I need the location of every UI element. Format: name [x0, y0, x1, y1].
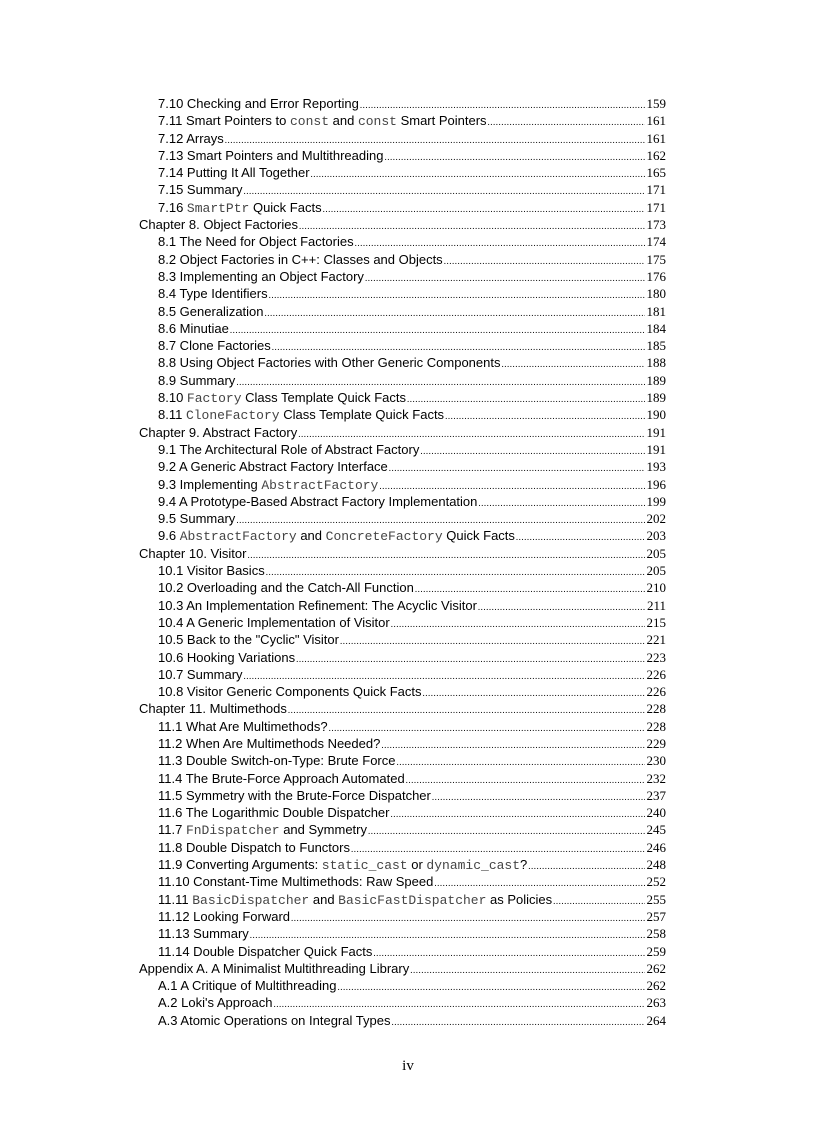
- title-text: 7.11 Smart Pointers to: [158, 113, 290, 129]
- dot-leader: [230, 322, 645, 339]
- dot-leader: [368, 823, 645, 840]
- toc-entry-title: [158, 821, 367, 839]
- toc-entry-title: [158, 251, 443, 268]
- title-text: Chapter 9. Abstract Factory: [139, 424, 298, 440]
- title-text: 9.3 Implementing: [158, 476, 262, 492]
- code-term: CloneFactory: [185, 408, 280, 424]
- toc-section-entry[interactable]: [139, 925, 666, 942]
- title-text: 11.14 Double Dispatcher Quick Facts: [158, 943, 373, 959]
- toc-section-entry[interactable]: [139, 233, 666, 250]
- toc-section-entry[interactable]: [139, 510, 666, 527]
- toc-page-number: 191: [646, 441, 666, 457]
- toc-entry-title: [158, 354, 500, 371]
- toc-page-number: 184: [646, 320, 666, 336]
- toc-entry-title: [158, 752, 396, 769]
- toc-section-entry[interactable]: [139, 787, 666, 804]
- title-text: 10.8 Visitor Generic Components Quick Facts: [158, 684, 422, 700]
- title-text: 10.3 An Implementation Refinement: The Acyclic Visitor: [158, 597, 477, 613]
- code-term: BasicDispatcher: [192, 892, 310, 908]
- toc-chapter-entry[interactable]: [139, 424, 666, 441]
- toc-entry-title: [158, 303, 264, 320]
- toc-entry-title: [158, 562, 265, 579]
- title-text: 8.9 Summary: [158, 372, 236, 388]
- toc-page-number: 262: [646, 978, 666, 994]
- code-term: const: [357, 114, 397, 130]
- toc-section-entry[interactable]: [139, 891, 666, 908]
- toc-entry-title: [139, 960, 409, 977]
- toc-page-number: 181: [646, 303, 666, 319]
- dot-leader: [296, 651, 645, 668]
- toc-section-entry[interactable]: [139, 1012, 666, 1029]
- toc-section-entry[interactable]: [139, 95, 666, 112]
- toc-page-number: 180: [646, 286, 666, 302]
- dot-leader: [478, 495, 645, 512]
- toc-section-entry[interactable]: [139, 804, 666, 821]
- toc-page-number: 230: [646, 753, 666, 769]
- toc-page-number: 211: [646, 597, 666, 613]
- title-text: 11.13 Summary: [158, 926, 249, 942]
- toc-section-entry[interactable]: [139, 735, 666, 752]
- dot-leader: [553, 893, 645, 910]
- dot-leader: [478, 599, 645, 616]
- toc-entry-title: [158, 649, 295, 666]
- dot-leader: [397, 754, 646, 771]
- toc-section-entry[interactable]: [139, 597, 666, 614]
- title-text: 11.7: [158, 822, 186, 838]
- title-text: and Symmetry: [279, 822, 367, 838]
- dot-leader: [391, 616, 645, 633]
- title-text: 10.5 Back to the "Cyclic" Visitor: [158, 632, 339, 648]
- title-text: Quick Facts: [442, 528, 515, 544]
- toc-section-entry[interactable]: [139, 839, 666, 856]
- toc-section-entry[interactable]: [139, 666, 666, 683]
- toc-entry-title: [158, 285, 268, 302]
- toc-section-entry[interactable]: [139, 199, 666, 216]
- title-text: 11.5 Symmetry with the Brute-Force Dispatcher: [158, 787, 431, 803]
- toc-entry-title: [158, 112, 487, 130]
- toc-section-entry[interactable]: [139, 406, 666, 423]
- title-text: 11.12 Looking Forward: [158, 908, 291, 924]
- toc-entry-title: [158, 666, 243, 683]
- toc-page-number: 210: [646, 580, 666, 596]
- toc-section-entry[interactable]: [139, 579, 666, 596]
- toc-entry-title: [158, 527, 515, 545]
- toc-page-number: 226: [646, 684, 666, 700]
- toc-page-number: 263: [646, 995, 666, 1011]
- title-text: 11.2 When Are Multimethods Needed?: [158, 735, 381, 751]
- toc-page-number: 199: [646, 493, 666, 509]
- toc-section-entry[interactable]: [139, 476, 666, 493]
- toc-section-entry[interactable]: [139, 493, 666, 510]
- toc-page-number: 162: [646, 147, 666, 163]
- title-text: 11.9 Converting Arguments:: [158, 857, 322, 873]
- toc-page-number: 232: [646, 770, 666, 786]
- toc-entry-title: [158, 873, 433, 890]
- toc-entry-title: [158, 787, 431, 804]
- toc-section-entry[interactable]: [139, 718, 666, 735]
- toc-page-number: 221: [646, 632, 666, 648]
- dot-leader: [265, 305, 645, 322]
- title-text: 8.2 Object Factories in C++: Classes and Objects: [158, 251, 443, 267]
- toc-section-entry[interactable]: [139, 389, 666, 406]
- toc-entry-title: [158, 458, 388, 475]
- toc-chapter-entry[interactable]: [139, 216, 666, 233]
- toc-entry-title: [158, 839, 350, 856]
- dot-leader: [444, 253, 645, 270]
- toc-entry-title: [158, 147, 383, 164]
- dot-leader: [390, 806, 645, 823]
- toc-page-number: 191: [646, 424, 666, 440]
- title-text: ?: [520, 857, 528, 873]
- toc-page-number: 203: [646, 528, 666, 544]
- toc-entry-title: [158, 493, 477, 510]
- toc-page-number: 188: [646, 355, 666, 371]
- toc-section-entry[interactable]: [139, 977, 666, 994]
- toc-section-entry[interactable]: [139, 130, 666, 147]
- dot-leader: [291, 910, 645, 927]
- toc-section-entry[interactable]: [139, 631, 666, 648]
- title-text: Quick Facts: [249, 199, 322, 215]
- toc-entry-title: [158, 233, 354, 250]
- dot-leader: [501, 356, 645, 373]
- toc-page-number: 171: [646, 182, 666, 198]
- title-text: Chapter 11. Multimethods: [139, 701, 287, 717]
- toc-section-entry[interactable]: [139, 441, 666, 458]
- toc-entry-title: [158, 181, 243, 198]
- toc-entry-title: [158, 614, 390, 631]
- dot-leader: [528, 858, 645, 875]
- dot-leader: [488, 114, 645, 131]
- toc-page-number: 161: [646, 130, 666, 146]
- title-text: Appendix A. A Minimalist Multithreading Library: [139, 960, 410, 976]
- toc-section-entry[interactable]: [139, 354, 666, 371]
- code-term: const: [290, 114, 330, 130]
- title-text: 7.15 Summary: [158, 182, 243, 198]
- toc-entry-title: [158, 925, 249, 942]
- toc-entry-title: [158, 579, 414, 596]
- toc-section-entry[interactable]: [139, 856, 666, 873]
- toc-entry-title: [158, 1012, 390, 1029]
- dot-leader: [420, 443, 645, 460]
- code-term: dynamic_cast: [426, 858, 521, 874]
- toc-entry-title: [158, 95, 359, 112]
- toc-page-number: 255: [646, 891, 666, 907]
- dot-leader: [432, 789, 645, 806]
- title-text: 11.8 Double Dispatch to Functors: [158, 839, 350, 855]
- title-text: 8.7 Clone Factories: [158, 338, 271, 354]
- toc-section-entry[interactable]: [139, 303, 666, 320]
- toc-entry-title: [158, 476, 378, 494]
- title-text: 7.13 Smart Pointers and Multithreading: [158, 147, 384, 163]
- code-term: FnDispatcher: [185, 823, 280, 839]
- toc-page-number: 248: [646, 857, 666, 873]
- toc-entry-title: [139, 700, 287, 717]
- toc-chapter-entry[interactable]: [139, 700, 666, 717]
- code-term: ConcreteFactory: [325, 529, 443, 545]
- title-text: 8.4 Type Identifiers: [158, 286, 268, 302]
- toc-page-number: 189: [646, 372, 666, 388]
- toc-section-entry[interactable]: [139, 320, 666, 337]
- toc-entry-title: [158, 735, 380, 752]
- toc-section-entry[interactable]: [139, 873, 666, 890]
- toc-entry-title: [139, 545, 246, 562]
- toc-entry-title: [158, 718, 328, 735]
- toc-section-entry[interactable]: [139, 943, 666, 960]
- toc-page-number: 223: [646, 649, 666, 665]
- dot-leader: [516, 529, 645, 546]
- title-text: 9.2 A Generic Abstract Factory Interface: [158, 459, 388, 475]
- title-text: 7.12 Arrays: [158, 130, 224, 146]
- toc-section-entry[interactable]: [139, 181, 666, 198]
- toc-page-number: 165: [646, 165, 666, 181]
- title-text: as Policies: [486, 891, 553, 907]
- title-text: 7.16: [158, 199, 187, 215]
- toc-entry-title: [158, 856, 527, 874]
- toc-entry-title: [158, 164, 310, 181]
- title-text: 10.4 A Generic Implementation of Visitor: [158, 614, 390, 630]
- toc-section-entry[interactable]: [139, 562, 666, 579]
- table-of-contents: [139, 95, 666, 1029]
- title-text: 7.14 Putting It All Together: [158, 165, 310, 181]
- toc-page-number: 174: [646, 234, 666, 250]
- code-term: AbstractFactory: [261, 477, 379, 493]
- toc-page-number: 196: [646, 476, 666, 492]
- toc-entry-title: [158, 804, 389, 821]
- title-text: Smart Pointers: [396, 113, 487, 129]
- title-text: 11.6 The Logarithmic Double Dispatcher: [158, 805, 390, 821]
- dot-leader: [406, 772, 645, 789]
- title-text: 8.3 Implementing an Object Factory: [158, 268, 364, 284]
- title-text: 11.3 Double Switch-on-Type: Brute Force: [158, 753, 396, 769]
- toc-page-number: 185: [646, 338, 666, 354]
- toc-entry-title: [139, 424, 297, 441]
- toc-section-entry[interactable]: [139, 285, 666, 302]
- title-text: 10.2 Overloading and the Catch-All Function: [158, 580, 414, 596]
- toc-entry-title: [158, 268, 364, 285]
- title-text: and: [296, 528, 326, 544]
- toc-section-entry[interactable]: [139, 372, 666, 389]
- toc-entry-title: [158, 320, 229, 337]
- dot-leader: [247, 547, 645, 564]
- toc-entry-title: [158, 908, 290, 925]
- toc-entry-title: [158, 597, 477, 614]
- toc-page-number: 264: [646, 1012, 666, 1028]
- toc-section-entry[interactable]: [139, 251, 666, 268]
- toc-entry-title: [158, 372, 235, 389]
- toc-chapter-entry[interactable]: [139, 960, 666, 977]
- toc-page-number: 171: [646, 199, 666, 215]
- title-text: Class Template Quick Facts: [241, 390, 407, 406]
- toc-page-number: 226: [646, 666, 666, 682]
- toc-entry-title: [158, 337, 271, 354]
- title-text: 11.1 What Are Multimethods?: [158, 718, 328, 734]
- toc-page-number: 176: [646, 268, 666, 284]
- toc-page-number: 189: [646, 390, 666, 406]
- toc-page-number: 173: [646, 217, 666, 233]
- toc-entry-title: [158, 510, 235, 527]
- toc-entry-title: [139, 216, 298, 233]
- code-term: BasicFastDispatcher: [338, 892, 487, 908]
- toc-page-number: 237: [646, 787, 666, 803]
- title-text: Chapter 10. Visitor: [139, 545, 247, 561]
- toc-page-number: 202: [646, 511, 666, 527]
- toc-entry-title: [158, 683, 422, 700]
- toc-page-number: 257: [646, 908, 666, 924]
- toc-entry-title: [158, 389, 406, 407]
- page-number: iv: [402, 1058, 414, 1074]
- dot-leader: [288, 702, 645, 719]
- dot-leader: [381, 737, 645, 754]
- toc-entry-title: [158, 631, 339, 648]
- toc-page-number: 215: [646, 614, 666, 630]
- title-text: A.2 Loki's Approach: [158, 995, 273, 1011]
- toc-entry-title: [158, 199, 322, 217]
- dot-leader: [340, 633, 645, 650]
- toc-section-entry[interactable]: [139, 821, 666, 838]
- title-text: and: [309, 891, 339, 907]
- code-term: static_cast: [321, 858, 408, 874]
- toc-page-number: 228: [646, 701, 666, 717]
- dot-leader: [323, 201, 645, 218]
- dot-leader: [365, 270, 645, 287]
- toc-page-number: 161: [646, 113, 666, 129]
- toc-page-number: 228: [646, 718, 666, 734]
- title-text: 11.4 The Brute-Force Approach Automated: [158, 770, 405, 786]
- title-text: 8.10: [158, 390, 187, 406]
- title-text: 9.5 Summary: [158, 511, 236, 527]
- dot-leader: [423, 685, 646, 702]
- title-text: 8.5 Generalization: [158, 303, 264, 319]
- toc-section-entry[interactable]: [139, 112, 666, 129]
- title-text: 10.1 Visitor Basics: [158, 563, 265, 579]
- toc-section-entry[interactable]: [139, 337, 666, 354]
- dot-leader: [391, 1014, 645, 1031]
- title-text: 10.6 Hooking Variations: [158, 649, 296, 665]
- title-text: 10.7 Summary: [158, 666, 243, 682]
- title-text: 8.11: [158, 407, 186, 423]
- toc-section-entry[interactable]: [139, 527, 666, 544]
- dot-leader: [373, 945, 645, 962]
- toc-section-entry[interactable]: [139, 649, 666, 666]
- toc-section-entry[interactable]: [139, 908, 666, 925]
- toc-section-entry[interactable]: [139, 268, 666, 285]
- title-text: A.1 A Critique of Multithreading: [158, 978, 337, 994]
- toc-page-number: 245: [646, 822, 666, 838]
- code-term: Factory: [186, 391, 242, 407]
- toc-section-entry[interactable]: [139, 994, 666, 1011]
- toc-page-number: 175: [646, 251, 666, 267]
- toc-page-number: 252: [646, 874, 666, 890]
- title-text: 7.10 Checking and Error Reporting: [158, 96, 359, 111]
- toc-section-entry[interactable]: [139, 614, 666, 631]
- toc-page-number: 246: [646, 839, 666, 855]
- title-text: 9.1 The Architectural Role of Abstract Factory: [158, 441, 420, 457]
- title-text: 11.11: [158, 891, 193, 907]
- toc-entry-title: [158, 406, 444, 424]
- title-text: A.3 Atomic Operations on Integral Types: [158, 1012, 391, 1028]
- toc-page-number: 262: [646, 960, 666, 976]
- toc-section-entry[interactable]: [139, 683, 666, 700]
- dot-leader: [338, 979, 646, 996]
- title-text: 11.10 Constant-Time Multimethods: Raw Speed: [158, 874, 434, 890]
- title-text: 8.6 Minutiae: [158, 320, 229, 336]
- toc-page-number: 259: [646, 943, 666, 959]
- title-text: 8.8 Using Object Factories with Other Generic Components: [158, 355, 501, 371]
- toc-page-number: 159: [646, 96, 666, 111]
- toc-entry-title: [158, 943, 372, 960]
- toc-entry-title: [158, 441, 419, 458]
- code-term: AbstractFactory: [179, 529, 297, 545]
- toc-section-entry[interactable]: [139, 752, 666, 769]
- title-text: and: [329, 113, 358, 129]
- title-text: Chapter 8. Object Factories: [139, 217, 298, 233]
- title-text: 9.4 A Prototype-Based Abstract Factory Implementation: [158, 493, 478, 509]
- toc-section-entry[interactable]: [139, 458, 666, 475]
- toc-page-number: 205: [646, 545, 666, 561]
- dot-leader: [389, 460, 645, 477]
- toc-page-number: 240: [646, 805, 666, 821]
- toc-section-entry[interactable]: [139, 770, 666, 787]
- toc-page-number: 193: [646, 459, 666, 475]
- dot-leader: [311, 166, 645, 183]
- title-text: 8.1 The Need for Object Factories: [158, 234, 354, 250]
- toc-page-number: 229: [646, 735, 666, 751]
- title-text: or: [407, 857, 427, 873]
- toc-section-entry[interactable]: [139, 164, 666, 181]
- toc-entry-title: [158, 977, 337, 994]
- toc-page-number: 205: [646, 563, 666, 579]
- dot-leader: [410, 962, 645, 979]
- dot-leader: [269, 287, 645, 304]
- toc-page-number: 258: [646, 926, 666, 942]
- toc-entry-title: [158, 891, 552, 909]
- toc-entry-title: [158, 770, 405, 787]
- toc-entry-title: [158, 994, 273, 1011]
- dot-leader: [445, 408, 645, 425]
- toc-page-number: 190: [646, 407, 666, 423]
- title-text: Class Template Quick Facts: [279, 407, 445, 423]
- code-term: SmartPtr: [186, 200, 250, 216]
- toc-entry-title: [158, 130, 224, 147]
- dot-leader: [384, 149, 645, 166]
- title-text: 9.6: [158, 528, 180, 544]
- toc-section-entry[interactable]: [139, 147, 666, 164]
- toc-chapter-entry[interactable]: [139, 545, 666, 562]
